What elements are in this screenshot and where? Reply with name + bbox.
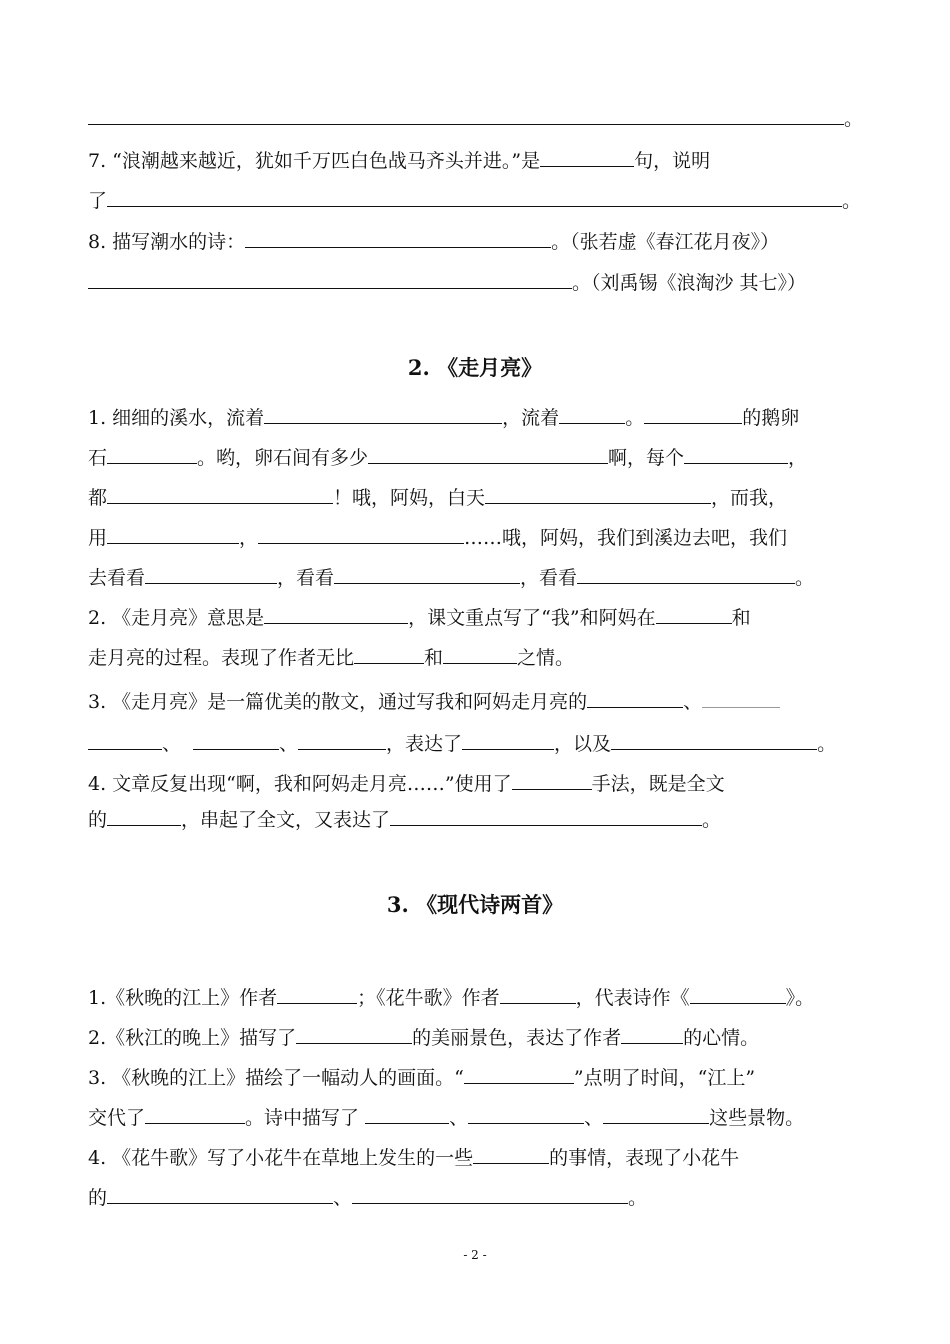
- blank[interactable]: [512, 769, 592, 790]
- blank[interactable]: [684, 443, 788, 464]
- blank[interactable]: [107, 483, 333, 504]
- blank[interactable]: [611, 729, 817, 750]
- s2-question-4-cont: 的 ，串起了全文，又表达了 。: [88, 805, 721, 833]
- blank[interactable]: [473, 1143, 549, 1164]
- blank[interactable]: [264, 403, 502, 424]
- blank[interactable]: [88, 268, 572, 289]
- blank[interactable]: [193, 729, 279, 750]
- s2-question-1-l5: 去看看 ，看看 ，看看 。: [88, 563, 814, 591]
- blank[interactable]: [264, 603, 408, 624]
- blank[interactable]: [577, 563, 795, 584]
- s3-question-4-cont: 的 、 。: [88, 1183, 647, 1211]
- s2-question-1-l4: 用 ， ……哦，阿妈，我们到溪边去吧，我们: [88, 523, 787, 551]
- blank[interactable]: [390, 805, 702, 826]
- s3-question-3-cont: 交代了 。诗中描写了 、 、 这些景物。: [88, 1103, 804, 1131]
- blank[interactable]: [485, 483, 711, 504]
- s2-question-1-l2: 石 。哟，卵石间有多少 啊，每个 ，: [88, 443, 807, 471]
- blank[interactable]: [354, 643, 424, 664]
- s3-question-4: 4. 《花牛歌》写了小花牛在草地上发生的一些 的事情，表现了小花牛: [88, 1143, 739, 1171]
- question-8: 8. 描写潮水的诗： 。（张若虚《春江花月夜》）: [88, 227, 779, 255]
- question-7: 7. “浪潮越来越近，犹如千万匹白色战马齐头并进。”是 句，说明: [88, 146, 710, 174]
- blank[interactable]: [702, 687, 780, 708]
- blank[interactable]: [107, 523, 239, 544]
- blank[interactable]: [559, 403, 625, 424]
- blank[interactable]: [258, 523, 464, 544]
- blank[interactable]: [462, 729, 554, 750]
- question-7-cont: 了 。: [88, 186, 861, 214]
- blank[interactable]: [245, 227, 551, 248]
- s2-question-3-cont: 、 、 ，表达了 ，以及 。: [88, 729, 836, 757]
- blank[interactable]: [298, 729, 386, 750]
- blank[interactable]: [603, 1103, 709, 1124]
- blank[interactable]: [656, 603, 732, 624]
- blank[interactable]: [277, 983, 357, 1004]
- s2-question-2-cont: 走月亮的过程。表现了作者无比 和 之情。: [88, 643, 574, 671]
- blank[interactable]: [690, 983, 786, 1004]
- blank[interactable]: [621, 1023, 683, 1044]
- blank[interactable]: [368, 443, 608, 464]
- blank[interactable]: [145, 563, 277, 584]
- blank[interactable]: [644, 403, 742, 424]
- blank[interactable]: [88, 104, 844, 125]
- blank[interactable]: [334, 563, 520, 584]
- s3-question-1: 1.《秋晚的江上》作者 ；《花牛歌》作者 ，代表诗作《 》。: [88, 983, 814, 1011]
- blank[interactable]: [145, 1103, 245, 1124]
- blank[interactable]: [587, 687, 683, 708]
- line-top: 。: [88, 104, 863, 132]
- blank[interactable]: [468, 1103, 584, 1124]
- blank[interactable]: [500, 983, 576, 1004]
- blank[interactable]: [88, 729, 162, 750]
- blank[interactable]: [107, 443, 197, 464]
- s2-question-1: 1. 细细的溪水，流着 ，流着 。 的鹅卵: [88, 403, 799, 431]
- blank[interactable]: [107, 805, 181, 826]
- s3-question-3: 3. 《秋晚的江上》描绘了一幅动人的画面。“ ”点明了时间，“江上”: [88, 1063, 755, 1091]
- section-title-3: 3. 《现代诗两首》: [386, 892, 564, 917]
- section-title-2: 2. 《走月亮》: [407, 355, 543, 380]
- s2-question-1-l3: 都 ！哦，阿妈，白天 ，而我，: [88, 483, 787, 511]
- blank[interactable]: [352, 1183, 628, 1204]
- blank[interactable]: [107, 1183, 333, 1204]
- page-number: - 2 -: [463, 1248, 487, 1262]
- blank[interactable]: [464, 1063, 574, 1084]
- s2-question-3: 3. 《走月亮》是一篇优美的散文，通过写我和阿妈走月亮的 、: [88, 687, 780, 715]
- blank[interactable]: [540, 146, 634, 167]
- s3-question-2: 2.《秋江的晚上》描写了 的美丽景色，表达了作者 的心情。: [88, 1023, 759, 1051]
- blank[interactable]: [443, 643, 517, 664]
- blank[interactable]: [365, 1103, 449, 1124]
- s2-question-4: 4. 文章反复出现“啊，我和阿妈走月亮……”使用了 手法，既是全文: [88, 769, 725, 797]
- blank[interactable]: [107, 186, 842, 207]
- blank[interactable]: [296, 1023, 412, 1044]
- s2-question-2: 2. 《走月亮》意思是 ，课文重点写了“我”和阿妈在 和: [88, 603, 751, 631]
- question-8-cont: 。（刘禹锡《浪淘沙 其七》）: [88, 268, 806, 296]
